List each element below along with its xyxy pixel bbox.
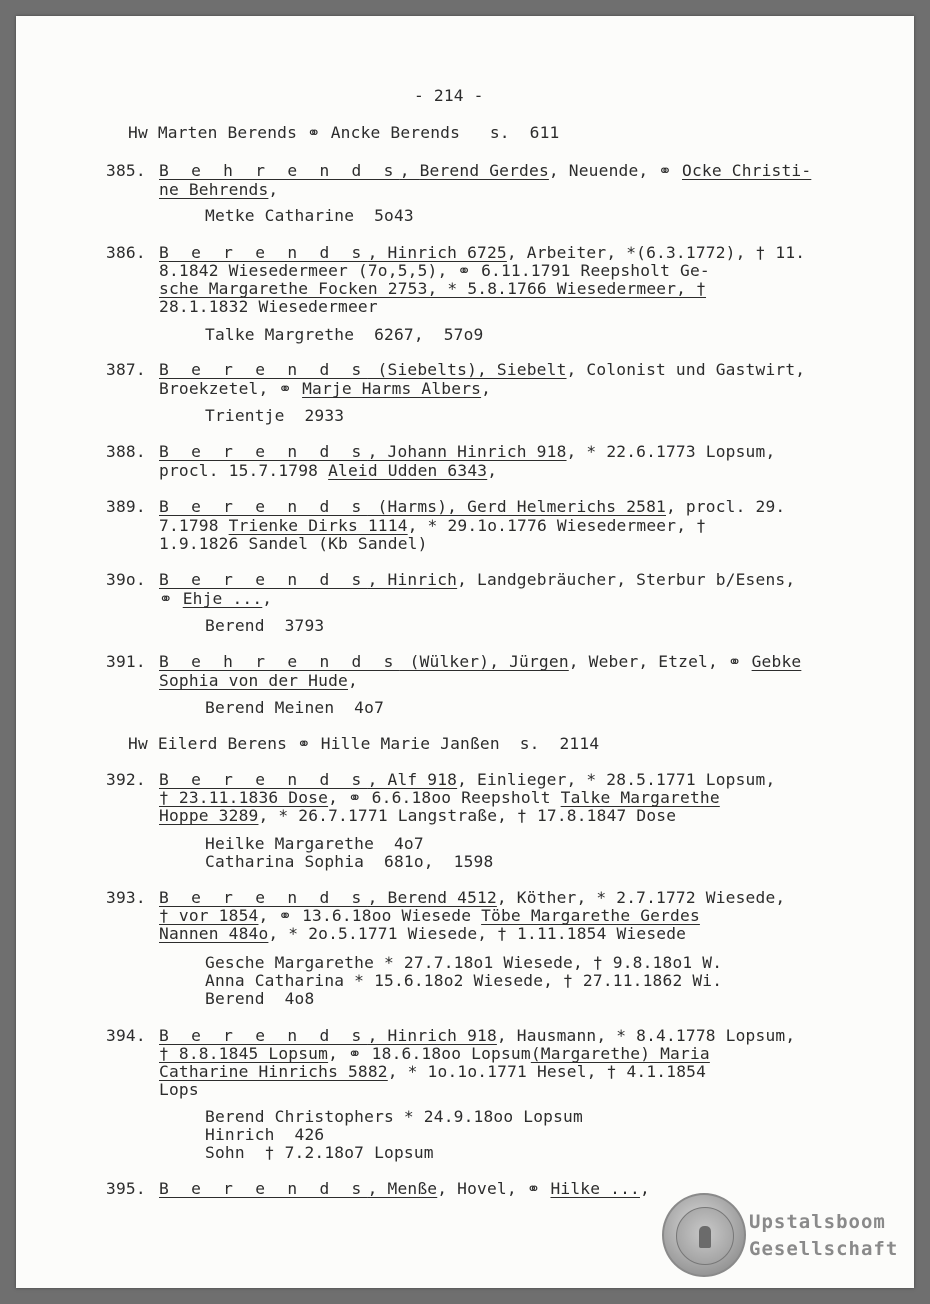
entry-number: 387. (106, 360, 146, 379)
entry-line: B e r e n d s, Hinrich 918, Hausmann, * 8.4.1778 Lopsum, (159, 1026, 796, 1045)
entry-line: B e r e n d s, Alf 918, Einlieger, * 28.5.1771 Lopsum, (159, 770, 776, 789)
child-line: Heilke Margarethe 4o7 (205, 834, 424, 853)
entry-line: Hoppe 3289, * 26.7.1771 Langstraße, † 17.8.1847 Dose (159, 806, 677, 825)
entry-number: 388. (106, 442, 146, 461)
child-line: Hinrich 426 (205, 1125, 325, 1144)
entry-line: B e r e n d s, Menße, Hovel, ⚭ Hilke ..., (159, 1179, 650, 1198)
child-line: Berend 3793 (205, 616, 325, 635)
entry-number: 385. (106, 161, 146, 180)
entry-number: 39o. (106, 570, 146, 589)
page-number: - 214 - (414, 86, 484, 105)
entry-number: 391. (106, 652, 146, 671)
entry-line: ne Behrends, (159, 180, 279, 199)
entry-line: procl. 15.7.1798 Aleid Udden 6343, (159, 461, 498, 480)
document-text (16, 16, 914, 1288)
child-line: Talke Margrethe 6267, 57o9 (205, 325, 484, 344)
entry-line: ⚭ Ehje ..., (159, 589, 273, 608)
child-line: Sohn † 7.2.18o7 Lopsum (205, 1143, 434, 1162)
child-line: Berend 4o8 (205, 989, 315, 1008)
entry-line: 28.1.1832 Wiesedermeer (159, 297, 378, 316)
household-header: Hw Eilerd Berens ⚭ Hille Marie Janßen s. 2114 (128, 734, 600, 753)
entry-number: 392. (106, 770, 146, 789)
society-brand (749, 1209, 898, 1263)
entry-line: Broekzetel, ⚭ Marje Harms Albers, (159, 379, 492, 398)
document-page (16, 16, 914, 1288)
child-line: Catharina Sophia 681o, 1598 (205, 852, 494, 871)
entry-line: 8.1842 Wiesedermeer (7o,5,5), ⚭ 6.11.1791 Reepsholt Ge- (159, 261, 710, 280)
seal-figure (699, 1226, 711, 1248)
entry-line: † 8.8.1845 Lopsum, ⚭ 18.6.18oo Lopsum(Margarethe) Maria (159, 1044, 710, 1063)
entry-line: † vor 1854, ⚭ 13.6.18oo Wiesede Töbe Margarethe Gerdes (159, 906, 700, 925)
seal-inner-ring (676, 1207, 734, 1265)
child-line: Gesche Margarethe * 27.7.18o1 Wiesede, † 9.8.18o1 W. (205, 953, 723, 972)
entry-line: B e r e n d s (Harms), Gerd Helmerichs 2581, procl. 29. (159, 497, 786, 516)
entry-line: Lops (159, 1080, 199, 1099)
entry-line: B e h r e n d s (Wülker), Jürgen, Weber, Etzel, ⚭ Gebke (159, 652, 802, 671)
entry-number: 394. (106, 1026, 146, 1045)
entry-line: B e r e n d s, Berend 4512, Köther, * 2.7.1772 Wiesede, (159, 888, 786, 907)
entry-line: B e r e n d s, Hinrich 6725, Arbeiter, *(6.3.1772), † 11. (159, 243, 806, 262)
child-line: Berend Christophers * 24.9.18oo Lopsum (205, 1107, 583, 1126)
brand-line-2: Gesellschaft (749, 1238, 899, 1260)
child-line: Anna Catharina * 15.6.18o2 Wiesede, † 27.11.1862 Wi. (205, 971, 723, 990)
brand-line-1: Upstalsboom (749, 1211, 886, 1233)
entry-line: B e r e n d s (Siebelts), Siebelt, Colonist und Gastwirt, (159, 360, 806, 379)
child-line: Metke Catharine 5o43 (205, 206, 414, 225)
entry-line: Nannen 484o, * 2o.5.1771 Wiesede, † 1.11.1854 Wiesede (159, 924, 687, 943)
entry-line: B e r e n d s, Hinrich, Landgebräucher, Sterbur b/Esens, (159, 570, 796, 589)
entry-line: B e r e n d s, Johann Hinrich 918, * 22.6.1773 Lopsum, (159, 442, 776, 461)
child-line: Berend Meinen 4o7 (205, 698, 385, 717)
entry-number: 386. (106, 243, 146, 262)
entry-line: Sophia von der Hude, (159, 671, 358, 690)
entry-line: Catharine Hinrichs 5882, * 1o.1o.1771 Hesel, † 4.1.1854 (159, 1062, 707, 1081)
entry-number: 393. (106, 888, 146, 907)
child-line: Trientje 2933 (205, 406, 345, 425)
society-seal-logo (662, 1193, 746, 1277)
entry-line: sche Margarethe Focken 2753, * 5.8.1766 Wiesedermeer, † (159, 279, 707, 298)
entry-line: 7.1798 Trienke Dirks 1114, * 29.1o.1776 Wiesedermeer, † (159, 516, 707, 535)
entry-number: 395. (106, 1179, 146, 1198)
household-header: Hw Marten Berends ⚭ Ancke Berends s. 611 (128, 123, 560, 142)
entry-line: 1.9.1826 Sandel (Kb Sandel) (159, 534, 428, 553)
entry-number: 389. (106, 497, 146, 516)
entry-line: † 23.11.1836 Dose, ⚭ 6.6.18oo Reepsholt Talke Margarethe (159, 788, 720, 807)
entry-line: B e h r e n d s, Berend Gerdes, Neuende, ⚭ Ocke Christi- (159, 161, 812, 180)
